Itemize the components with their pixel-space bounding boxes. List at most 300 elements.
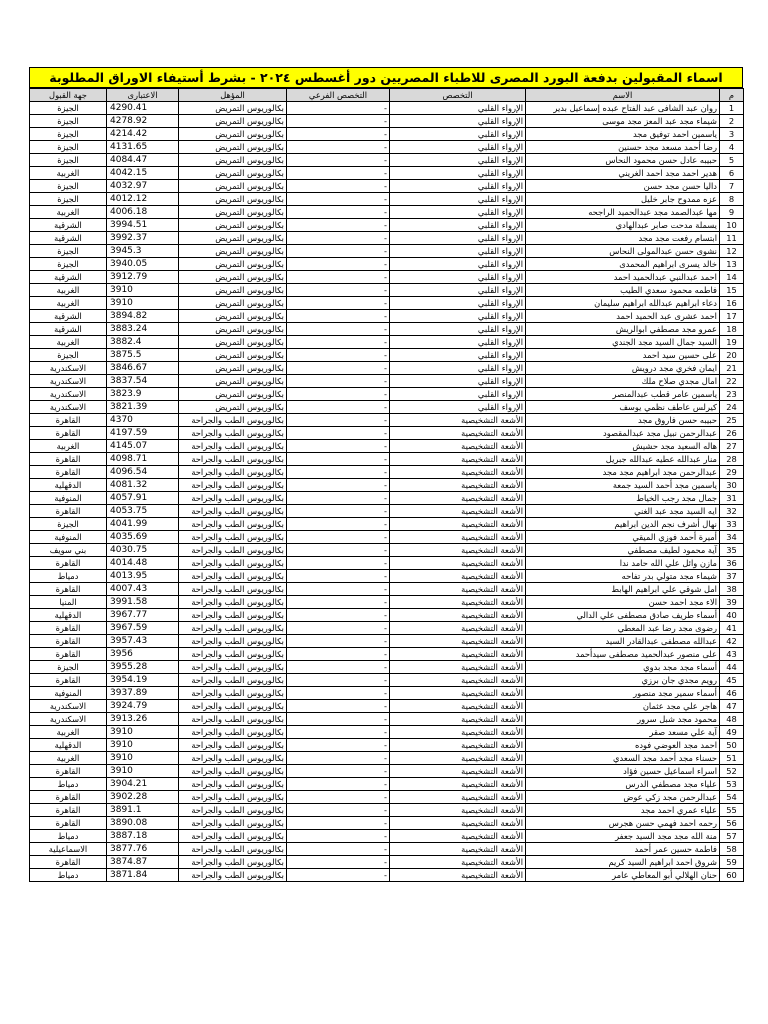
- row-score-cell: 4290.41: [107, 102, 179, 115]
- row-score-cell: 4081.32: [107, 479, 179, 492]
- table-row: [30, 583, 744, 596]
- row-index-cell: 43: [720, 648, 744, 661]
- row-score-cell: 3937.89: [107, 687, 179, 700]
- row-score-cell: 3910: [107, 752, 179, 765]
- row-specialty-cell: الإرواء القلبي: [390, 128, 526, 141]
- row-name-cell: عبدالرحمن مجد ابراهيم مجد مجد: [526, 466, 720, 479]
- row-placement-cell: الجيزة: [30, 180, 107, 193]
- row-placement-cell: الغربية: [30, 297, 107, 310]
- row-name-cell: احمد مجد العوضي فوده: [526, 739, 720, 752]
- row-placement-cell: القاهرة: [30, 557, 107, 570]
- row-name-cell: محمود مجد شبل سرور: [526, 713, 720, 726]
- row-placement-cell: القاهرة: [30, 804, 107, 817]
- row-specialty-cell: الأشعة التشخيصية: [390, 817, 526, 830]
- row-qualification-cell: بكالوريوس التمريض: [179, 323, 287, 336]
- row-subspecialty-cell: -: [287, 700, 390, 713]
- row-placement-cell: القاهرة: [30, 674, 107, 687]
- row-score-cell: 3913.26: [107, 713, 179, 726]
- row-name-cell: نهال أشرف نجم الدين ابراهيم: [526, 518, 720, 531]
- row-subspecialty-cell: -: [287, 154, 390, 167]
- row-placement-cell: الاسماعيلية: [30, 843, 107, 856]
- header-index: م: [720, 89, 744, 102]
- page-title: اسماء المقبولين بدفعة البورد المصرى للاطباء المصريين دور أغسطس ٢٠٢٤ - بشرط أستيفاء الاوراق المطلوبة: [29, 67, 743, 88]
- row-specialty-cell: الإرواء القلبي: [390, 258, 526, 271]
- row-index-cell: 21: [720, 362, 744, 375]
- row-name-cell: دعاء ابراهيم عبدالله ابراهيم سليمان: [526, 297, 720, 310]
- row-index-cell: 50: [720, 739, 744, 752]
- row-index-cell: 1: [720, 102, 744, 115]
- row-qualification-cell: بكالوريوس الطب والجراحة: [179, 596, 287, 609]
- table-row: [30, 102, 744, 115]
- row-name-cell: جمال مجد رجب الخياط: [526, 492, 720, 505]
- row-qualification-cell: بكالوريوس الطب والجراحة: [179, 427, 287, 440]
- row-qualification-cell: بكالوريوس الطب والجراحة: [179, 817, 287, 830]
- row-score-cell: 4131.65: [107, 141, 179, 154]
- table-row: [30, 596, 744, 609]
- row-score-cell: 4006.18: [107, 206, 179, 219]
- row-placement-cell: القاهرة: [30, 765, 107, 778]
- row-placement-cell: الشرقية: [30, 219, 107, 232]
- row-index-cell: 34: [720, 531, 744, 544]
- row-score-cell: 4370: [107, 414, 179, 427]
- row-index-cell: 13: [720, 258, 744, 271]
- row-qualification-cell: بكالوريوس التمريض: [179, 336, 287, 349]
- row-placement-cell: القاهرة: [30, 466, 107, 479]
- row-score-cell: 3894.82: [107, 310, 179, 323]
- row-subspecialty-cell: -: [287, 115, 390, 128]
- row-specialty-cell: الأشعة التشخيصية: [390, 596, 526, 609]
- row-qualification-cell: بكالوريوس التمريض: [179, 128, 287, 141]
- row-specialty-cell: الإرواء القلبي: [390, 297, 526, 310]
- row-specialty-cell: الأشعة التشخيصية: [390, 622, 526, 635]
- table-row: [30, 635, 744, 648]
- row-qualification-cell: بكالوريوس الطب والجراحة: [179, 804, 287, 817]
- row-subspecialty-cell: -: [287, 557, 390, 570]
- table-row: [30, 778, 744, 791]
- row-specialty-cell: الأشعة التشخيصية: [390, 687, 526, 700]
- row-index-cell: 48: [720, 713, 744, 726]
- table-row: [30, 817, 744, 830]
- row-specialty-cell: الإرواء القلبي: [390, 206, 526, 219]
- row-placement-cell: الشرقية: [30, 232, 107, 245]
- row-qualification-cell: بكالوريوس التمريض: [179, 284, 287, 297]
- row-qualification-cell: بكالوريوس الطب والجراحة: [179, 778, 287, 791]
- table-body: [30, 102, 744, 882]
- row-specialty-cell: الأشعة التشخيصية: [390, 492, 526, 505]
- row-specialty-cell: الأشعة التشخيصية: [390, 713, 526, 726]
- row-specialty-cell: الإرواء القلبي: [390, 401, 526, 414]
- row-subspecialty-cell: -: [287, 323, 390, 336]
- row-score-cell: 3956: [107, 648, 179, 661]
- table-row: [30, 115, 744, 128]
- row-subspecialty-cell: -: [287, 791, 390, 804]
- row-name-cell: مها عبدالصمد مجد عبدالحميد الراجحه: [526, 206, 720, 219]
- table-row: [30, 713, 744, 726]
- row-specialty-cell: الإرواء القلبي: [390, 219, 526, 232]
- row-specialty-cell: الأشعة التشخيصية: [390, 453, 526, 466]
- table-row: [30, 505, 744, 518]
- table-row: [30, 570, 744, 583]
- row-name-cell: شروق احمد ابراهيم السيد كريم: [526, 856, 720, 869]
- table-row: [30, 427, 744, 440]
- row-specialty-cell: الإرواء القلبي: [390, 154, 526, 167]
- table-row: [30, 609, 744, 622]
- row-qualification-cell: بكالوريوس الطب والجراحة: [179, 687, 287, 700]
- row-score-cell: 3957.43: [107, 635, 179, 648]
- row-score-cell: 3992.37: [107, 232, 179, 245]
- row-name-cell: عبدالرحمن نبيل مجد عبدالمقصود: [526, 427, 720, 440]
- table-row: [30, 726, 744, 739]
- row-name-cell: حبيبه حسن فاروق مجد: [526, 414, 720, 427]
- row-score-cell: 3954.19: [107, 674, 179, 687]
- row-specialty-cell: الأشعة التشخيصية: [390, 414, 526, 427]
- row-placement-cell: الاسكندرية: [30, 375, 107, 388]
- table-row: [30, 739, 744, 752]
- row-qualification-cell: بكالوريوس الطب والجراحة: [179, 648, 287, 661]
- row-name-cell: كيرلس عاطف نظمي يوسف: [526, 401, 720, 414]
- row-name-cell: أسماء سمير مجد منصور: [526, 687, 720, 700]
- row-placement-cell: الاسكندرية: [30, 388, 107, 401]
- row-score-cell: 3874.87: [107, 856, 179, 869]
- row-name-cell: علياء مجد مصطفي الدرس: [526, 778, 720, 791]
- row-specialty-cell: الأشعة التشخيصية: [390, 752, 526, 765]
- row-name-cell: أميرة أحمد فوزي الميقي: [526, 531, 720, 544]
- row-index-cell: 46: [720, 687, 744, 700]
- row-score-cell: 3967.77: [107, 609, 179, 622]
- row-qualification-cell: بكالوريوس الطب والجراحة: [179, 557, 287, 570]
- table-row: [30, 453, 744, 466]
- row-specialty-cell: الإرواء القلبي: [390, 284, 526, 297]
- table-row: [30, 700, 744, 713]
- row-index-cell: 4: [720, 141, 744, 154]
- row-specialty-cell: الأشعة التشخيصية: [390, 531, 526, 544]
- row-qualification-cell: بكالوريوس التمريض: [179, 206, 287, 219]
- row-placement-cell: الدقهلية: [30, 739, 107, 752]
- row-name-cell: عبدالرحمن مجد زكي عوض: [526, 791, 720, 804]
- row-index-cell: 9: [720, 206, 744, 219]
- row-qualification-cell: بكالوريوس الطب والجراحة: [179, 583, 287, 596]
- row-name-cell: مازن وائل علي الله حامد ندا: [526, 557, 720, 570]
- table-row: [30, 232, 744, 245]
- row-subspecialty-cell: -: [287, 128, 390, 141]
- row-score-cell: 3891.1: [107, 804, 179, 817]
- row-subspecialty-cell: -: [287, 284, 390, 297]
- row-specialty-cell: الأشعة التشخيصية: [390, 700, 526, 713]
- row-name-cell: نشوى حسن عبدالمولى النحاس: [526, 245, 720, 258]
- table-row: [30, 869, 744, 882]
- row-placement-cell: الغربية: [30, 206, 107, 219]
- row-placement-cell: الجيزة: [30, 349, 107, 362]
- row-placement-cell: المنوفية: [30, 492, 107, 505]
- table-row: [30, 661, 744, 674]
- row-placement-cell: القاهرة: [30, 635, 107, 648]
- row-subspecialty-cell: -: [287, 531, 390, 544]
- row-index-cell: 8: [720, 193, 744, 206]
- row-subspecialty-cell: -: [287, 258, 390, 271]
- row-specialty-cell: الأشعة التشخيصية: [390, 791, 526, 804]
- row-subspecialty-cell: -: [287, 375, 390, 388]
- row-score-cell: 3910: [107, 284, 179, 297]
- row-name-cell: حبيبه عادل حسن محمود النحاس: [526, 154, 720, 167]
- table-row: [30, 830, 744, 843]
- table-row: [30, 492, 744, 505]
- row-qualification-cell: بكالوريوس التمريض: [179, 232, 287, 245]
- row-subspecialty-cell: -: [287, 726, 390, 739]
- row-index-cell: 18: [720, 323, 744, 336]
- row-specialty-cell: الأشعة التشخيصية: [390, 765, 526, 778]
- table-row: [30, 648, 744, 661]
- row-subspecialty-cell: -: [287, 544, 390, 557]
- row-score-cell: 4014.48: [107, 557, 179, 570]
- row-specialty-cell: الأشعة التشخيصية: [390, 661, 526, 674]
- row-qualification-cell: بكالوريوس التمريض: [179, 375, 287, 388]
- row-qualification-cell: بكالوريوس الطب والجراحة: [179, 466, 287, 479]
- table-row: [30, 323, 744, 336]
- row-index-cell: 5: [720, 154, 744, 167]
- row-score-cell: 3882.4: [107, 336, 179, 349]
- row-qualification-cell: بكالوريوس الطب والجراحة: [179, 752, 287, 765]
- row-placement-cell: الاسكندرية: [30, 362, 107, 375]
- row-subspecialty-cell: -: [287, 193, 390, 206]
- row-name-cell: خالد يسرى ابراهيم المحمدى: [526, 258, 720, 271]
- row-score-cell: 4041.99: [107, 518, 179, 531]
- row-qualification-cell: بكالوريوس الطب والجراحة: [179, 791, 287, 804]
- row-specialty-cell: الأشعة التشخيصية: [390, 544, 526, 557]
- row-placement-cell: القاهرة: [30, 427, 107, 440]
- row-qualification-cell: بكالوريوس التمريض: [179, 362, 287, 375]
- row-qualification-cell: بكالوريوس الطب والجراحة: [179, 843, 287, 856]
- row-specialty-cell: الأشعة التشخيصية: [390, 726, 526, 739]
- row-score-cell: 3910: [107, 765, 179, 778]
- row-index-cell: 59: [720, 856, 744, 869]
- row-qualification-cell: بكالوريوس الطب والجراحة: [179, 713, 287, 726]
- row-name-cell: فاطمة حسين عمر أحمد: [526, 843, 720, 856]
- row-index-cell: 3: [720, 128, 744, 141]
- table-row: [30, 752, 744, 765]
- table-row: [30, 518, 744, 531]
- row-placement-cell: القاهرة: [30, 791, 107, 804]
- row-placement-cell: بني سويف: [30, 544, 107, 557]
- row-name-cell: ايمان فخري مجد درويش: [526, 362, 720, 375]
- row-subspecialty-cell: -: [287, 440, 390, 453]
- row-score-cell: 3887.18: [107, 830, 179, 843]
- row-name-cell: منة الله مجد مجد السيد جعفر: [526, 830, 720, 843]
- table-row: [30, 167, 744, 180]
- row-specialty-cell: الإرواء القلبي: [390, 141, 526, 154]
- row-subspecialty-cell: -: [287, 297, 390, 310]
- row-qualification-cell: بكالوريوس الطب والجراحة: [179, 609, 287, 622]
- table-row: [30, 375, 744, 388]
- row-placement-cell: الجيزة: [30, 154, 107, 167]
- row-index-cell: 31: [720, 492, 744, 505]
- row-placement-cell: الغربية: [30, 726, 107, 739]
- row-name-cell: على حسين سيد احمد: [526, 349, 720, 362]
- row-placement-cell: المنيا: [30, 596, 107, 609]
- row-specialty-cell: الإرواء القلبي: [390, 193, 526, 206]
- row-name-cell: روان عبد الشافى عبد الفتاح عبده إسماعيل بدير: [526, 102, 720, 115]
- row-score-cell: 3877.76: [107, 843, 179, 856]
- row-placement-cell: الغربية: [30, 167, 107, 180]
- row-placement-cell: القاهرة: [30, 648, 107, 661]
- row-qualification-cell: بكالوريوس التمريض: [179, 401, 287, 414]
- row-qualification-cell: بكالوريوس التمريض: [179, 271, 287, 284]
- row-index-cell: 23: [720, 388, 744, 401]
- row-index-cell: 57: [720, 830, 744, 843]
- row-qualification-cell: بكالوريوس الطب والجراحة: [179, 635, 287, 648]
- row-score-cell: 3846.67: [107, 362, 179, 375]
- row-index-cell: 32: [720, 505, 744, 518]
- row-placement-cell: الجيزة: [30, 258, 107, 271]
- row-placement-cell: الدقهلية: [30, 609, 107, 622]
- row-subspecialty-cell: -: [287, 219, 390, 232]
- row-index-cell: 42: [720, 635, 744, 648]
- row-specialty-cell: الأشعة التشخيصية: [390, 518, 526, 531]
- table-row: [30, 362, 744, 375]
- row-qualification-cell: بكالوريوس الطب والجراحة: [179, 726, 287, 739]
- row-index-cell: 37: [720, 570, 744, 583]
- row-index-cell: 36: [720, 557, 744, 570]
- header-specialty: التخصص: [390, 89, 526, 102]
- row-qualification-cell: بكالوريوس التمريض: [179, 167, 287, 180]
- row-specialty-cell: الأشعة التشخيصية: [390, 427, 526, 440]
- table-row: [30, 466, 744, 479]
- row-score-cell: 3940.05: [107, 258, 179, 271]
- row-subspecialty-cell: -: [287, 752, 390, 765]
- row-qualification-cell: بكالوريوس التمريض: [179, 115, 287, 128]
- row-index-cell: 45: [720, 674, 744, 687]
- table-row: [30, 622, 744, 635]
- row-subspecialty-cell: -: [287, 336, 390, 349]
- table-row: [30, 544, 744, 557]
- row-score-cell: 4096.54: [107, 466, 179, 479]
- row-index-cell: 55: [720, 804, 744, 817]
- row-name-cell: علياء عمري احمد مجد: [526, 804, 720, 817]
- row-specialty-cell: الأشعة التشخيصية: [390, 739, 526, 752]
- row-index-cell: 28: [720, 453, 744, 466]
- row-subspecialty-cell: -: [287, 648, 390, 661]
- row-subspecialty-cell: -: [287, 661, 390, 674]
- row-name-cell: ياسمين عامر قطب عبدالمنصر: [526, 388, 720, 401]
- table-row: [30, 557, 744, 570]
- row-specialty-cell: الأشعة التشخيصية: [390, 778, 526, 791]
- row-subspecialty-cell: -: [287, 622, 390, 635]
- row-specialty-cell: الأشعة التشخيصية: [390, 479, 526, 492]
- row-score-cell: 3875.5: [107, 349, 179, 362]
- row-score-cell: 4013.95: [107, 570, 179, 583]
- row-placement-cell: الجيزة: [30, 245, 107, 258]
- row-placement-cell: دمياط: [30, 869, 107, 882]
- row-name-cell: احمد عبدالنبي عبدالحميد احمد: [526, 271, 720, 284]
- row-qualification-cell: بكالوريوس التمريض: [179, 388, 287, 401]
- table-row: [30, 245, 744, 258]
- row-specialty-cell: الأشعة التشخيصية: [390, 648, 526, 661]
- row-score-cell: 3912.79: [107, 271, 179, 284]
- table-row: [30, 856, 744, 869]
- row-qualification-cell: بكالوريوس الطب والجراحة: [179, 453, 287, 466]
- row-subspecialty-cell: -: [287, 310, 390, 323]
- row-subspecialty-cell: -: [287, 687, 390, 700]
- row-subspecialty-cell: -: [287, 362, 390, 375]
- row-subspecialty-cell: -: [287, 830, 390, 843]
- row-subspecialty-cell: -: [287, 843, 390, 856]
- row-score-cell: 4098.71: [107, 453, 179, 466]
- table-row: [30, 765, 744, 778]
- row-subspecialty-cell: -: [287, 427, 390, 440]
- row-placement-cell: دمياط: [30, 778, 107, 791]
- row-index-cell: 7: [720, 180, 744, 193]
- row-subspecialty-cell: -: [287, 271, 390, 284]
- table-row: [30, 284, 744, 297]
- row-score-cell: 4145.07: [107, 440, 179, 453]
- table-row: [30, 219, 744, 232]
- row-qualification-cell: بكالوريوس الطب والجراحة: [179, 700, 287, 713]
- row-name-cell: اسراء اسماعيل حسين فؤاد: [526, 765, 720, 778]
- row-qualification-cell: بكالوريوس الطب والجراحة: [179, 739, 287, 752]
- row-specialty-cell: الإرواء القلبي: [390, 271, 526, 284]
- row-subspecialty-cell: -: [287, 570, 390, 583]
- row-score-cell: 3883.24: [107, 323, 179, 336]
- row-specialty-cell: الأشعة التشخيصية: [390, 804, 526, 817]
- row-specialty-cell: الأشعة التشخيصية: [390, 674, 526, 687]
- row-name-cell: ياسمين مجد أحمد السيد جمعة: [526, 479, 720, 492]
- row-placement-cell: الشرقية: [30, 323, 107, 336]
- row-subspecialty-cell: -: [287, 414, 390, 427]
- row-specialty-cell: الأشعة التشخيصية: [390, 557, 526, 570]
- row-index-cell: 11: [720, 232, 744, 245]
- row-qualification-cell: بكالوريوس الطب والجراحة: [179, 414, 287, 427]
- row-score-cell: 3955.28: [107, 661, 179, 674]
- row-specialty-cell: الإرواء القلبي: [390, 375, 526, 388]
- row-name-cell: هدير احمد مجد احمد الغريني: [526, 167, 720, 180]
- row-subspecialty-cell: -: [287, 466, 390, 479]
- row-score-cell: 3821.39: [107, 401, 179, 414]
- row-index-cell: 15: [720, 284, 744, 297]
- row-index-cell: 52: [720, 765, 744, 778]
- row-score-cell: 3910: [107, 726, 179, 739]
- row-name-cell: عمرو مجد مصطفي ابوالريش: [526, 323, 720, 336]
- row-name-cell: آية علي مسعد صقر: [526, 726, 720, 739]
- table-row: [30, 791, 744, 804]
- row-placement-cell: الغربية: [30, 752, 107, 765]
- row-index-cell: 14: [720, 271, 744, 284]
- row-specialty-cell: الإرواء القلبي: [390, 362, 526, 375]
- row-specialty-cell: الأشعة التشخيصية: [390, 505, 526, 518]
- row-score-cell: 4012.12: [107, 193, 179, 206]
- row-index-cell: 35: [720, 544, 744, 557]
- row-subspecialty-cell: -: [287, 167, 390, 180]
- row-subspecialty-cell: -: [287, 869, 390, 882]
- row-subspecialty-cell: -: [287, 635, 390, 648]
- row-placement-cell: الغربية: [30, 284, 107, 297]
- row-name-cell: يسملة مدحت صابر عبدالهادي: [526, 219, 720, 232]
- row-subspecialty-cell: -: [287, 505, 390, 518]
- table-header: [30, 89, 744, 102]
- row-score-cell: 3890.08: [107, 817, 179, 830]
- row-name-cell: احمد عشرى عبد الحميد احمد: [526, 310, 720, 323]
- row-subspecialty-cell: -: [287, 180, 390, 193]
- row-subspecialty-cell: -: [287, 804, 390, 817]
- table-row: [30, 336, 744, 349]
- table-row: [30, 687, 744, 700]
- row-specialty-cell: الأشعة التشخيصية: [390, 609, 526, 622]
- row-name-cell: هاله السعيد مجد حشيش: [526, 440, 720, 453]
- row-qualification-cell: بكالوريوس الطب والجراحة: [179, 440, 287, 453]
- row-index-cell: 41: [720, 622, 744, 635]
- header-subspecialty: التخصص الفرعي: [287, 89, 390, 102]
- row-index-cell: 30: [720, 479, 744, 492]
- row-index-cell: 40: [720, 609, 744, 622]
- table-row: [30, 258, 744, 271]
